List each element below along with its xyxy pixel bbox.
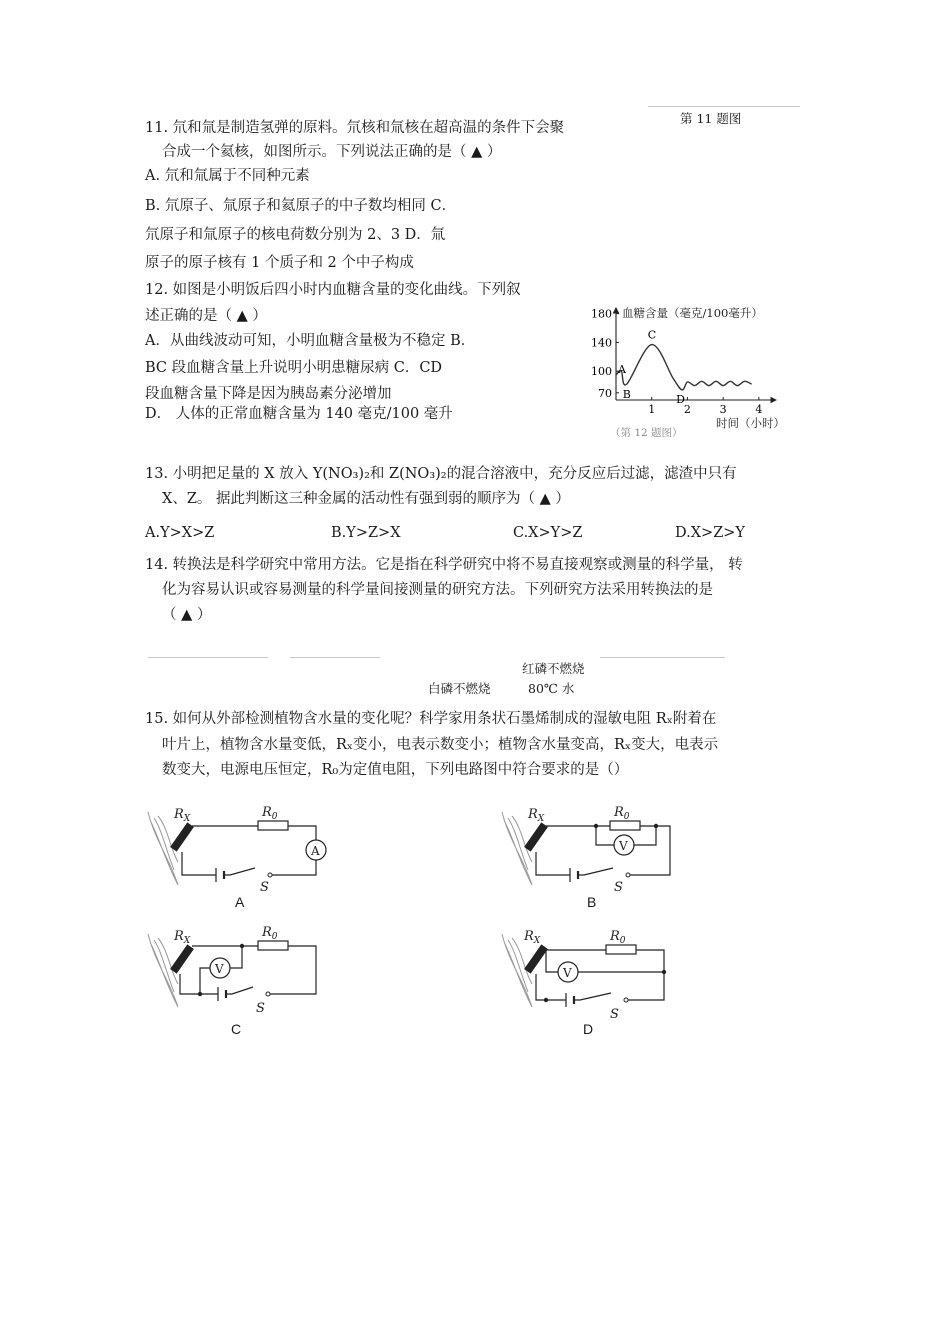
- q11-option-b: B. 氘原子、氚原子和氦原子的中子数均相同 C．: [145, 198, 457, 214]
- voltmeter-label: V: [563, 966, 572, 980]
- q12-stem-line2: 述正确的是（ ▲ ）: [145, 308, 267, 324]
- r0-resistor: [606, 945, 636, 954]
- junction-dot: [662, 970, 666, 974]
- circuit-a: [140, 800, 330, 895]
- switch-label: S: [614, 880, 623, 895]
- chart-title: 血糖含量（毫克/100毫升）: [622, 306, 763, 320]
- q13-option-c: C.X>Y>Z: [513, 525, 583, 541]
- q12-option-c: 段血糖含量下降是因为胰岛素分泌增加: [145, 386, 392, 402]
- q14-figure-label-white-phosphorus: 白磷不燃烧: [428, 681, 491, 696]
- chart-series-line: [616, 345, 752, 390]
- chart-x-label: 时间（小时）: [716, 416, 785, 430]
- switch-label: S: [256, 1001, 265, 1016]
- r0-label: $R_0$: [614, 805, 630, 822]
- switch-label: S: [260, 880, 269, 895]
- rx-label: $R_X$: [174, 807, 191, 824]
- chart-y-tick-label: 70: [598, 386, 612, 400]
- q11-stem-line1: 11. 氘和氚是制造氢弹的原料。氘核和氚核在超高温的条件下会聚: [145, 120, 565, 136]
- q14-stem-line2: 化为容易认识或容易测量的科学量间接测量的研究方法。下列研究方法采用转换法的是: [162, 582, 713, 598]
- circuit-a-label: A: [235, 894, 245, 910]
- circuit-c-label: C: [231, 1021, 242, 1037]
- q14-figure-rule-mid: [290, 657, 380, 658]
- q12-option-b: BC 段血糖含量上升说明小明患糖尿病 C．CD: [145, 360, 443, 376]
- chart-point-label: A: [618, 362, 626, 376]
- q15-stem-line3: 数变大，电源电压恒定，R₀为定值电阻，下列电路图中符合要求的是（）: [162, 762, 629, 778]
- junction-dot: [544, 998, 548, 1002]
- rx-label: $R_X$: [528, 807, 545, 824]
- q15-stem-line2: 叶片上，植物含水量变低，Rₓ变小，电表示数变小；植物含水量变高，Rₓ变大，电表示: [162, 737, 719, 753]
- q11-option-d: 原子的原子核有 1 个质子和 2 个中子构成: [145, 255, 414, 271]
- rx-label: $R_X$: [174, 929, 191, 946]
- switch-pivot: [626, 873, 630, 877]
- chart-x-tick-label: 4: [755, 403, 763, 416]
- circuit-d: [494, 922, 684, 1022]
- rx-resistor: [170, 822, 194, 851]
- junction-dot: [654, 824, 658, 828]
- circuit-c: [140, 922, 330, 1022]
- q13-stem-line2: X、Z。 据此判断这三种金属的活动性有强到弱的顺序为（ ▲ ）: [162, 491, 570, 507]
- chart-point-label: D: [676, 392, 685, 406]
- r0-label: $R_0$: [262, 925, 278, 942]
- q13-option-a: A.Y>X>Z: [145, 525, 215, 541]
- fig11-rule: [648, 106, 800, 107]
- chart-y-tick-label: 100: [591, 365, 612, 379]
- q14-figure-label-red-phosphorus: 红磷不燃烧: [522, 661, 585, 676]
- chart-x-tick-label: 1: [648, 403, 656, 416]
- rx-resistor: [524, 944, 548, 973]
- chart-point-label: B: [622, 388, 631, 402]
- q13-stem-line1: 13. 小明把足量的 X 放入 Y(NO₃)₂和 Z(NO₃)₂的混合溶液中，充分反应后过滤，滤渣中只有: [145, 466, 737, 482]
- r0-label: $R_0$: [262, 805, 278, 822]
- q13-option-d: D.X>Z>Y: [675, 525, 745, 541]
- chart-point-label: C: [647, 328, 657, 342]
- chart-y-tick-label: 140: [591, 336, 612, 350]
- chart-x-tick-label: 2: [683, 403, 691, 416]
- switch-pivot: [266, 992, 270, 996]
- switch-pivot: [624, 998, 628, 1002]
- q13-option-b: B.Y>Z>X: [331, 525, 401, 541]
- junction-dot: [240, 944, 244, 948]
- rx-resistor: [524, 822, 548, 851]
- r0-resistor: [610, 821, 640, 830]
- rx-label: $R_X$: [524, 929, 541, 946]
- junction-dot: [594, 824, 598, 828]
- q14-figure-rule-left: [148, 657, 268, 658]
- q15-stem-line1: 15. 如何从外部检测植物含水量的变化呢？科学家用条状石墨烯制成的湿敏电阻 Rₓ附着在: [145, 711, 717, 727]
- r0-resistor: [258, 941, 288, 950]
- q11-option-c: 氘原子和氚原子的核电荷数分别为 2、3 D．氚: [145, 227, 446, 243]
- chart-y-tick-label: 180: [591, 307, 612, 321]
- switch-pivot: [268, 873, 272, 877]
- r0-label: $R_0$: [610, 929, 626, 946]
- q11-stem-line2: 合成一个氦核，如图所示。下列说法正确的是（ ▲ ）: [162, 144, 502, 160]
- q14-stem-line3: （ ▲ ）: [162, 607, 212, 623]
- r0-resistor: [258, 821, 288, 830]
- q14-figure-label-water: 80℃ 水: [528, 681, 575, 696]
- q12-stem-line1: 12. 如图是小明饭后四小时内血糖含量的变化曲线。下列叙: [145, 282, 521, 298]
- chart-x-tick-label: 3: [719, 403, 727, 416]
- circuit-b: [494, 800, 684, 895]
- voltmeter-label: V: [619, 839, 628, 853]
- q14-stem-line1: 14. 转换法是科学研究中常用方法。它是指在科学研究中将不易直接观察或测量的科学量， 转: [145, 557, 743, 573]
- rx-resistor: [170, 944, 194, 973]
- q12-option-a: A．从曲线波动可知，小明血糖含量极为不稳定 B．: [145, 333, 476, 349]
- q11-option-a: A. 氘和氚属于不同种元素: [145, 168, 310, 184]
- q14-figure-rule-right: [600, 657, 725, 658]
- voltmeter-label: V: [215, 962, 224, 976]
- junction-dot: [198, 992, 202, 996]
- chart-caption: （第 12 题图）: [610, 427, 683, 439]
- q12-option-d: D． 人体的正常血糖含量为 140 毫克/100 毫升: [145, 406, 453, 422]
- circuit-d-label: D: [583, 1021, 594, 1037]
- fig11-caption: 第 11 题图: [680, 111, 742, 126]
- circuit-b-label: B: [587, 894, 597, 910]
- switch-label: S: [610, 1007, 619, 1022]
- blood-sugar-chart: [586, 300, 816, 440]
- ammeter-label: A: [311, 844, 320, 858]
